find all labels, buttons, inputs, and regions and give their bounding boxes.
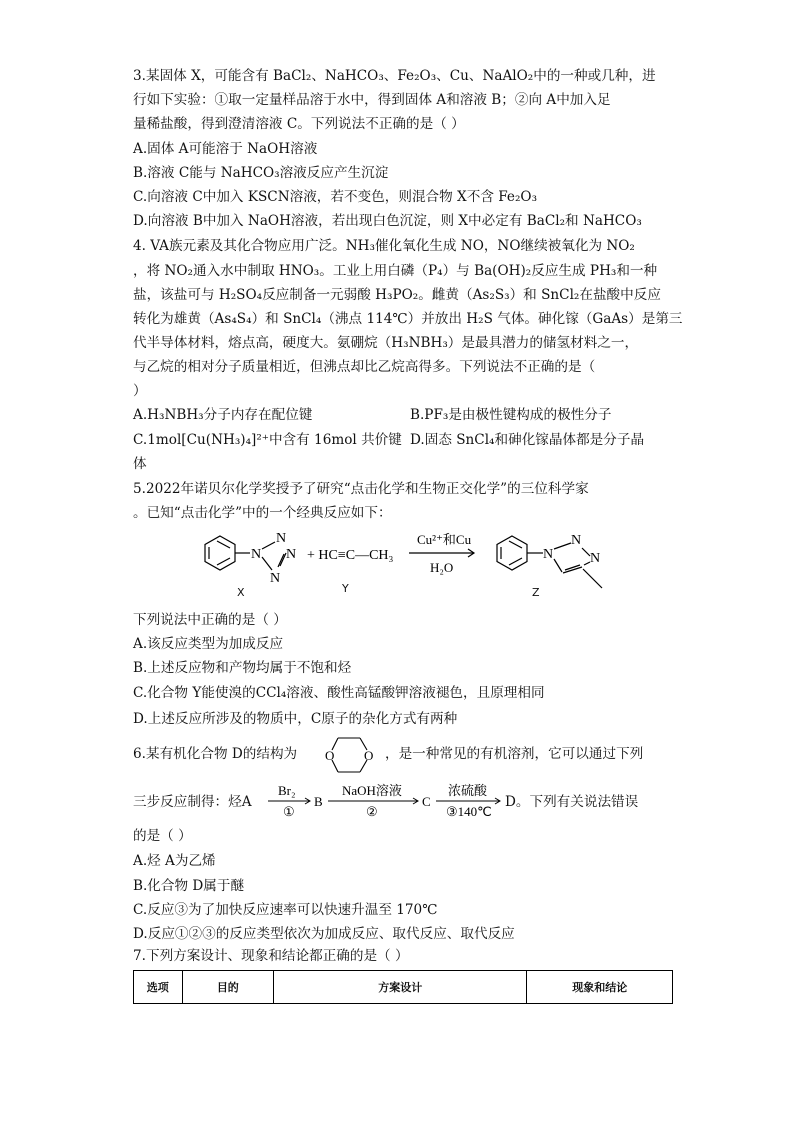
q6-option-a: A.烃 A为乙烯: [133, 853, 216, 869]
q7-line-1: 7.下列方案设计、现象和结论都正确的是（ ）: [133, 948, 409, 964]
reaction-condition-catalyst: Cu²⁺和Cu: [417, 532, 472, 547]
q4-line-1: 4. VA族元素及其化合物应用广泛。NH₃催化氧化生成 NO，NO继续被氧化为 NO₂: [133, 238, 635, 254]
q5-option-d: D.上述反应所涉及的物质中，C原子的杂化方式有两种: [133, 711, 458, 727]
q3-option-b: B.溶液 C能与 NaHCO₃溶液反应产生沉淀: [133, 165, 389, 181]
step-2-marker: ②: [366, 804, 378, 819]
q3-line-2: 行如下实验：①取一定量样品溶于水中，得到固体 A和溶液 B；②向 A中加入足: [133, 92, 611, 108]
svg-text:N: N: [590, 551, 601, 566]
q5-line-1: 5.2022年诺贝尔化学奖授予了研究“点击化学和生物正交化学”的三位科学家: [133, 481, 589, 497]
q6-option-d: D.反应①②③的反应类型依次为加成反应、取代反应、取代反应: [133, 926, 515, 942]
q5-option-b: B.上述反应物和产物均属于不饱和烃: [133, 660, 352, 676]
header-result: 现象和结论: [527, 971, 673, 1004]
svg-text:N: N: [276, 531, 287, 546]
svg-text:N: N: [543, 547, 554, 562]
header-purpose: 目的: [182, 971, 274, 1004]
reagent-y: + HC≡C—CH₃: [307, 548, 394, 563]
svg-text:O: O: [364, 748, 374, 763]
q4-option-c: C.1mol[Cu(NH₃)₄]²⁺中含有 16mol 共价键: [133, 432, 402, 448]
q6-option-c: C.反应③为了加快反应速率可以快速升温至 170℃: [133, 902, 438, 918]
reaction-condition-solvent: H₂O: [430, 560, 454, 575]
q4-option-d-cont: 体: [133, 456, 147, 472]
reagent-naoh: NaOH溶液: [342, 783, 402, 798]
step-3-marker: ③140℃: [446, 804, 492, 819]
q6-line-3: 的是（ ）: [133, 828, 192, 844]
q6-line-1a: 6.某有机化合物 D的结构为: [133, 746, 298, 762]
q3-option-c: C.向溶液 C中加入 KSCN溶液，若不变色，则混合物 X不含 Fe₂O₃: [133, 189, 538, 205]
q5-line-2: 。已知“点击化学”中的一个经典反应如下：: [133, 505, 392, 521]
label-z: Z: [532, 586, 540, 599]
q3-line-3: 量稀盐酸，得到澄清溶液 C。下列说法不正确的是（ ）: [133, 116, 465, 132]
q4-line-2: ，将 NO₂通入水中制取 HNO₃。工业上用白磷（P₄）与 Ba(OH)₂反应生成 PH₃和一种: [133, 263, 658, 279]
label-y: Y: [342, 582, 349, 595]
header-option: 选项: [134, 971, 183, 1004]
svg-text:N: N: [571, 533, 582, 548]
q5-stem: 下列说法中正确的是（ ）: [133, 612, 287, 628]
intermediate-c: C: [422, 794, 431, 809]
q4-option-a: A.H₃NBH₃分子内存在配位键: [133, 407, 313, 423]
q3-line-1: 3.某固体 X，可能含有 BaCl₂、NaHCO₃、Fe₂O₃、Cu、NaAlO₂中的一种或几种，进: [133, 68, 656, 84]
q3-option-a: A.固体 A可能溶于 NaOH溶液: [133, 141, 318, 157]
intermediate-b: B: [314, 794, 323, 809]
q4-line-3: 盐，该盐可与 H₂SO₄反应制备一元弱酸 H₃PO₂。雌黄（As₂S₃）和 SnCl₂在盐酸中反应: [133, 287, 661, 303]
step-1-marker: ①: [283, 804, 295, 819]
dioxane-structure: [320, 730, 380, 780]
q4-option-d: D.固态 SnCl₄和砷化镓晶体都是分子晶: [410, 432, 645, 448]
q6-option-b: B.化合物 D属于醚: [133, 878, 245, 894]
click-reaction-scheme: [190, 522, 630, 602]
reagent-br2: Br₂: [278, 783, 296, 798]
svg-text:N: N: [251, 547, 262, 562]
q4-line-5: 代半导体材料，熔点高，硬度大。氨硼烷（H₃NBH₃）是最具潜力的储氢材料之一，: [133, 335, 639, 351]
q5-option-c: C.化合物 Y能使溴的CCl₄溶液、酸性高锰酸钾溶液褪色，且原理相同: [133, 685, 545, 701]
svg-text:O: O: [325, 748, 335, 763]
q5-option-a: A.该反应类型为加成反应: [133, 636, 284, 652]
table-header-row: [134, 971, 673, 1004]
q6-line-2a: 三步反应制得：烃A: [133, 794, 252, 810]
q4-line-7: ）: [133, 383, 147, 399]
q4-line-4: 转化为雄黄（As₄S₄）和 SnCl₄（沸点 114℃）并放出 H₂S 气体。砷化镓（GaAs）是第三: [133, 311, 683, 327]
label-x: X: [237, 586, 245, 599]
header-design: 方案设计: [274, 971, 527, 1004]
q4-option-b: B.PF₃是由极性键构成的极性分子: [410, 407, 612, 423]
svg-text:N: N: [270, 571, 281, 586]
q7-options-table: [133, 970, 673, 1004]
reagent-h2so4: 浓硫酸: [448, 783, 488, 798]
svg-text:N: N: [286, 547, 297, 562]
q4-line-6: 与乙烷的相对分子质量相近，但沸点却比乙烷高得多。下列说法不正确的是（: [133, 359, 596, 375]
q6-line-1b: ，是一种常见的有机溶剂，它可以通过下列: [385, 746, 644, 762]
q3-option-d: D.向溶液 B中加入 NaOH溶液，若出现白色沉淀，则 X中必定有 BaCl₂和 NaHCO₃: [133, 213, 642, 229]
q6-reaction-sequence: [258, 776, 538, 820]
q6-line-2b: D。下列有关说法错误: [505, 794, 639, 810]
